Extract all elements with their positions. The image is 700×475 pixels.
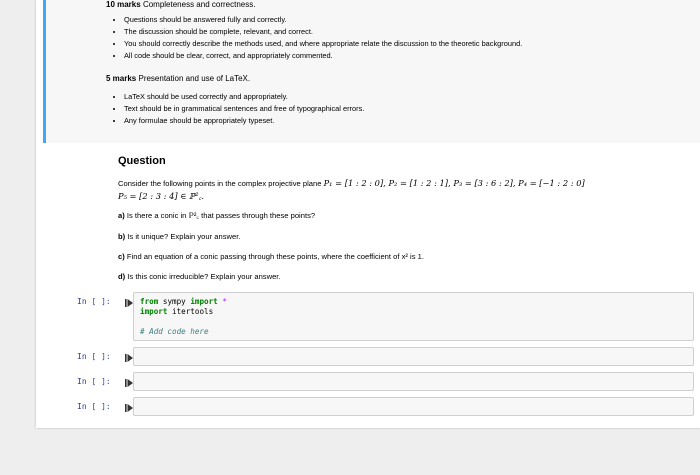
notebook-container — [36, 0, 700, 428]
question-part-c: c) Find an equation of a conic passing through these points, where the coefficient of x² is 1. — [118, 252, 424, 261]
list-item: • LaTeX should be used correctly and appropriately. — [124, 91, 364, 103]
question-part-d: d) Is this conic irreducible? Explain your answer. — [118, 272, 281, 281]
marks-section-completeness — [106, 0, 522, 62]
code-content: from sympy import * import itertools # Add code here — [140, 297, 227, 336]
marks-heading: 5 marks Presentation and use of LaTeX. — [106, 74, 251, 83]
marks-list — [106, 91, 364, 127]
list-item: • The discussion should be complete, relevant, and correct. — [124, 26, 522, 38]
question-heading: Question — [118, 155, 166, 167]
cell-prompt: In [ ]: — [77, 352, 111, 361]
list-item: • Questions should be answered fully and correctly. — [124, 14, 522, 26]
code-cell-editor[interactable] — [133, 347, 694, 366]
marks-section-presentation — [106, 74, 364, 127]
marks-heading: 10 marks Completeness and correctness. — [106, 0, 256, 9]
code-cell-editor[interactable] — [133, 397, 694, 416]
code-comment: # Add code here — [140, 327, 209, 336]
code-cell-editor[interactable] — [133, 372, 694, 391]
question-part-b: b) Is it unique? Explain your answer. — [118, 232, 241, 241]
cell-prompt: In [ ]: — [77, 402, 111, 411]
cell-prompt: In [ ]: — [77, 377, 111, 386]
list-item: • Text should be in grammatical sentences and free of typographical errors. — [124, 103, 364, 115]
list-item: • You should correctly describe the methods used, and where appropriate relate the discussion to the theoretic background. — [124, 38, 522, 50]
question-part-a: a) Is there a conic in ℙ²꜀ that passes through these points? — [118, 211, 316, 220]
question-intro: Consider the following points in the complex projective plane P₁ = [1 : 2 : 0], P₂ = [1 : 2 : 1], P₃ = [3 : 6 : 2], P₄ = [−1 : 2 : 0] — [118, 178, 585, 188]
list-item: • All code should be clear, correct, and appropriately commented. — [124, 50, 522, 62]
code-cell-editor[interactable] — [133, 292, 694, 341]
marks-list — [106, 14, 522, 62]
cell-prompt: In [ ]: — [77, 297, 111, 306]
points-line-1: P₁ = [1 : 2 : 0], P₂ = [1 : 2 : 1], P₃ = [3 : 6 : 2], P₄ = [−1 : 2 : 0] — [323, 178, 585, 188]
list-item: • Any formulae should be appropriately typeset. — [124, 115, 364, 127]
question-points-line-2: P₅ = [2 : 3 : 4] ∈ ℙ²꜀. — [118, 191, 205, 201]
